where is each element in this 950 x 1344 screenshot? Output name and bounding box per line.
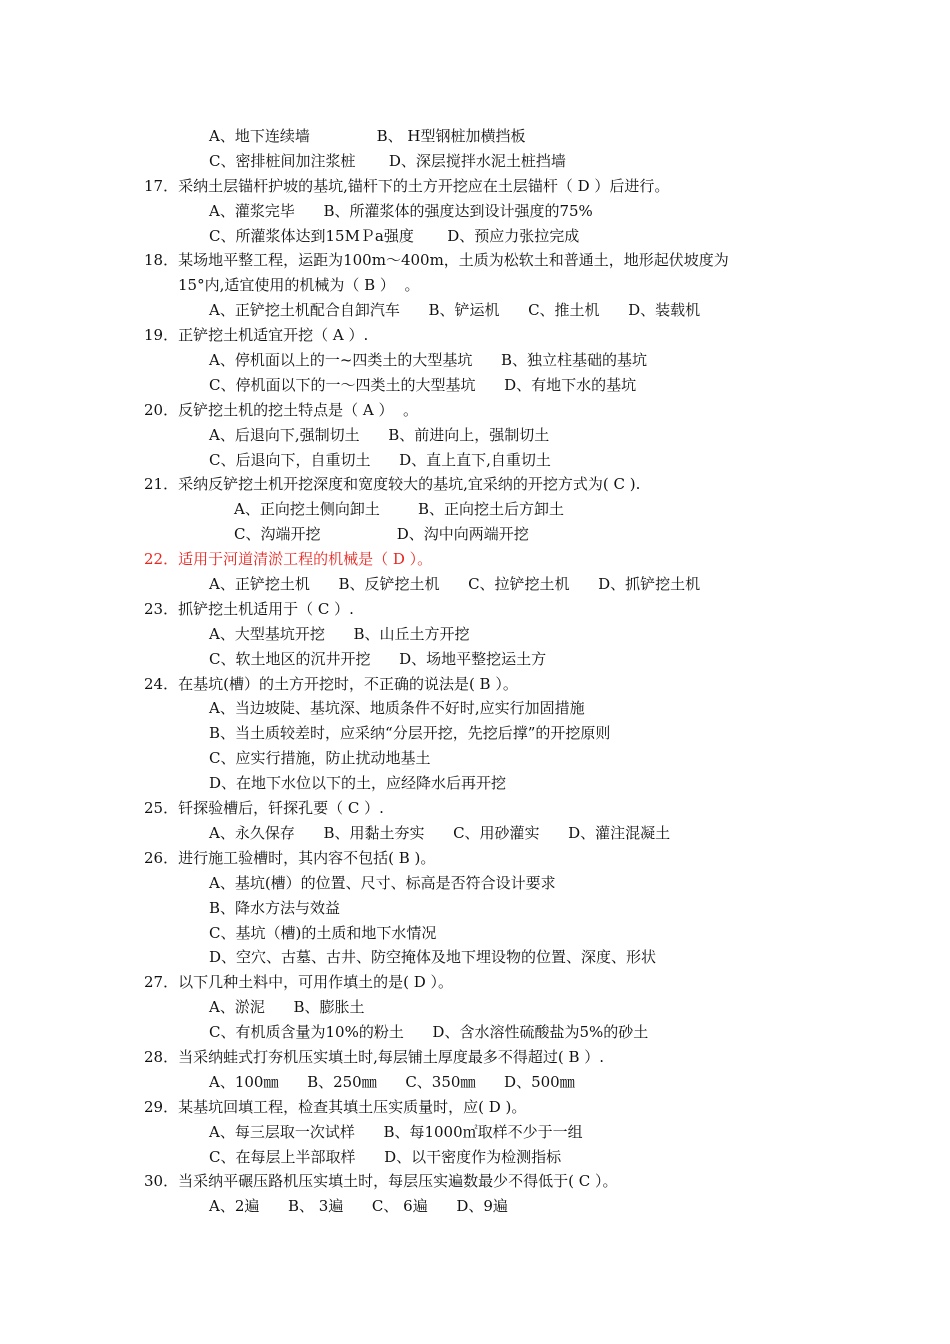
option-line: A、正向挖土侧向卸土 B、正向挖土后方卸土 <box>234 500 565 519</box>
option-line: A、基坑(槽）的位置、尺寸、标高是否符合设计要求 <box>209 873 556 892</box>
option-line: D、空穴、古墓、古井、防空掩体及地下埋设物的位置、深度、形状 <box>209 948 657 967</box>
option-line: C、后退向下，自重切土 D、直上直下,自重切土 <box>209 450 551 469</box>
option-line: B、当土质较差时，应采纳“分层开挖，先挖后撑”的开挖原则 <box>209 724 611 743</box>
question-line: 27．以下几种土料中，可用作填土的是( D ）。 <box>144 973 454 992</box>
question-line: 25．钎探验槽后，钎探孔要（ C ）. <box>144 799 384 818</box>
option-line: C、所灌浆体达到15MＰa强度 D、预应力张拉完成 <box>209 226 580 245</box>
option-line: B、降水方法与效益 <box>209 898 341 917</box>
option-line: A、100㎜ B、250㎜ C、350㎜ D、500㎜ <box>209 1072 575 1091</box>
option-line: C、基坑（槽)的土质和地下水情况 <box>209 923 437 942</box>
question-line: 18．某场地平整工程，运距为100m～400m，土质为松软土和普通土，地形起伏坡度为 <box>144 251 729 270</box>
question-line: 17．采纳土层锚杆护坡的基坑,锚杆下的土方开挖应在土层锚杆（ D ）后进行。 <box>144 176 670 195</box>
option-line: A、正铲挖土机 B、反铲挖土机 C、拉铲挖土机 D、抓铲挖土机 <box>209 575 701 594</box>
question-continuation: 15°内,适宜使用的机械为（ B ） 。 <box>178 276 420 295</box>
option-line: A、地下连续墙 B、 H型钢桩加横挡板 <box>209 127 526 145</box>
question-line: 24．在基坑(槽）的土方开挖时，不正确的说法是( B ）。 <box>144 674 518 693</box>
document-page <box>0 124 950 1219</box>
question-line: 26．进行施工验槽时，其内容不包括( B )。 <box>144 848 436 867</box>
option-line: A、灌浆完毕 B、所灌浆体的强度达到设计强度的75% <box>209 201 593 220</box>
option-line: C、应实行措施，防止扰动地基土 <box>209 749 431 768</box>
option-line: D、在地下水位以下的土，应经降水后再开挖 <box>209 774 507 793</box>
option-line: C、在每层上半部取样 D、以干密度作为检测指标 <box>209 1147 562 1166</box>
option-line: A、大型基坑开挖 B、山丘土方开挖 <box>209 624 470 643</box>
option-line: A、永久保存 B、用黏土夯实 C、用砂灌实 D、灌注混凝土 <box>209 823 671 842</box>
option-line: C、停机面以下的一～四类土的大型基坑 D、有地下水的基坑 <box>209 375 637 394</box>
option-line: A、淤泥 B、膨胀土 <box>209 998 365 1017</box>
question-line: 29．某基坑回填工程，检查其填土压实质量时，应( D )。 <box>144 1097 527 1116</box>
option-line: A、后退向下,强制切土 B、前进向上，强制切土 <box>209 425 550 444</box>
question-line: 22．适用于河道清淤工程的机械是（ D ）。 <box>144 550 433 569</box>
option-line: A、当边坡陡、基坑深、地质条件不好时,应实行加固措施 <box>209 699 585 718</box>
option-line: C、软土地区的沉井开挖 D、场地平整挖运土方 <box>209 649 547 668</box>
option-line: A、正铲挖土机配合自卸汽车 B、铲运机 C、推土机 D、装载机 <box>209 301 701 320</box>
option-line: C、沟端开挖 D、沟中向两端开挖 <box>234 525 529 544</box>
option-line: C、有机质含量为10%的粉土 D、含水溶性硫酸盐为5%的砂土 <box>209 1023 649 1042</box>
question-line: 28．当采纳蛙式打夯机压实填土时,每层铺土厚度最多不得超过( B ）. <box>144 1047 605 1066</box>
question-line: 20．反铲挖土机的挖土特点是（ A ） 。 <box>144 400 418 419</box>
question-line: 21．采纳反铲挖土机开挖深度和宽度较大的基坑,宜采纳的开挖方式为( C ). <box>144 475 641 494</box>
option-line: C、密排桩间加注浆桩 D、深层搅拌水泥土桩挡墙 <box>209 151 566 170</box>
option-line: A、每三层取一次试样 B、每1000㎡取样不少于一组 <box>209 1122 583 1141</box>
question-line: 19．正铲挖土机适宜开挖（ A ）. <box>144 326 369 345</box>
question-line: 30．当采纳平碾压路机压实填土时，每层压实遍数最少不得低于( C ）。 <box>144 1172 618 1191</box>
question-line: 23．抓铲挖土机适用于（ C ）. <box>144 599 354 618</box>
option-line: A、停机面以上的一~四类土的大型基坑 B、独立柱基础的基坑 <box>209 351 648 370</box>
option-line: A、2遍 B、 3遍 C、 6遍 D、9遍 <box>209 1197 508 1216</box>
